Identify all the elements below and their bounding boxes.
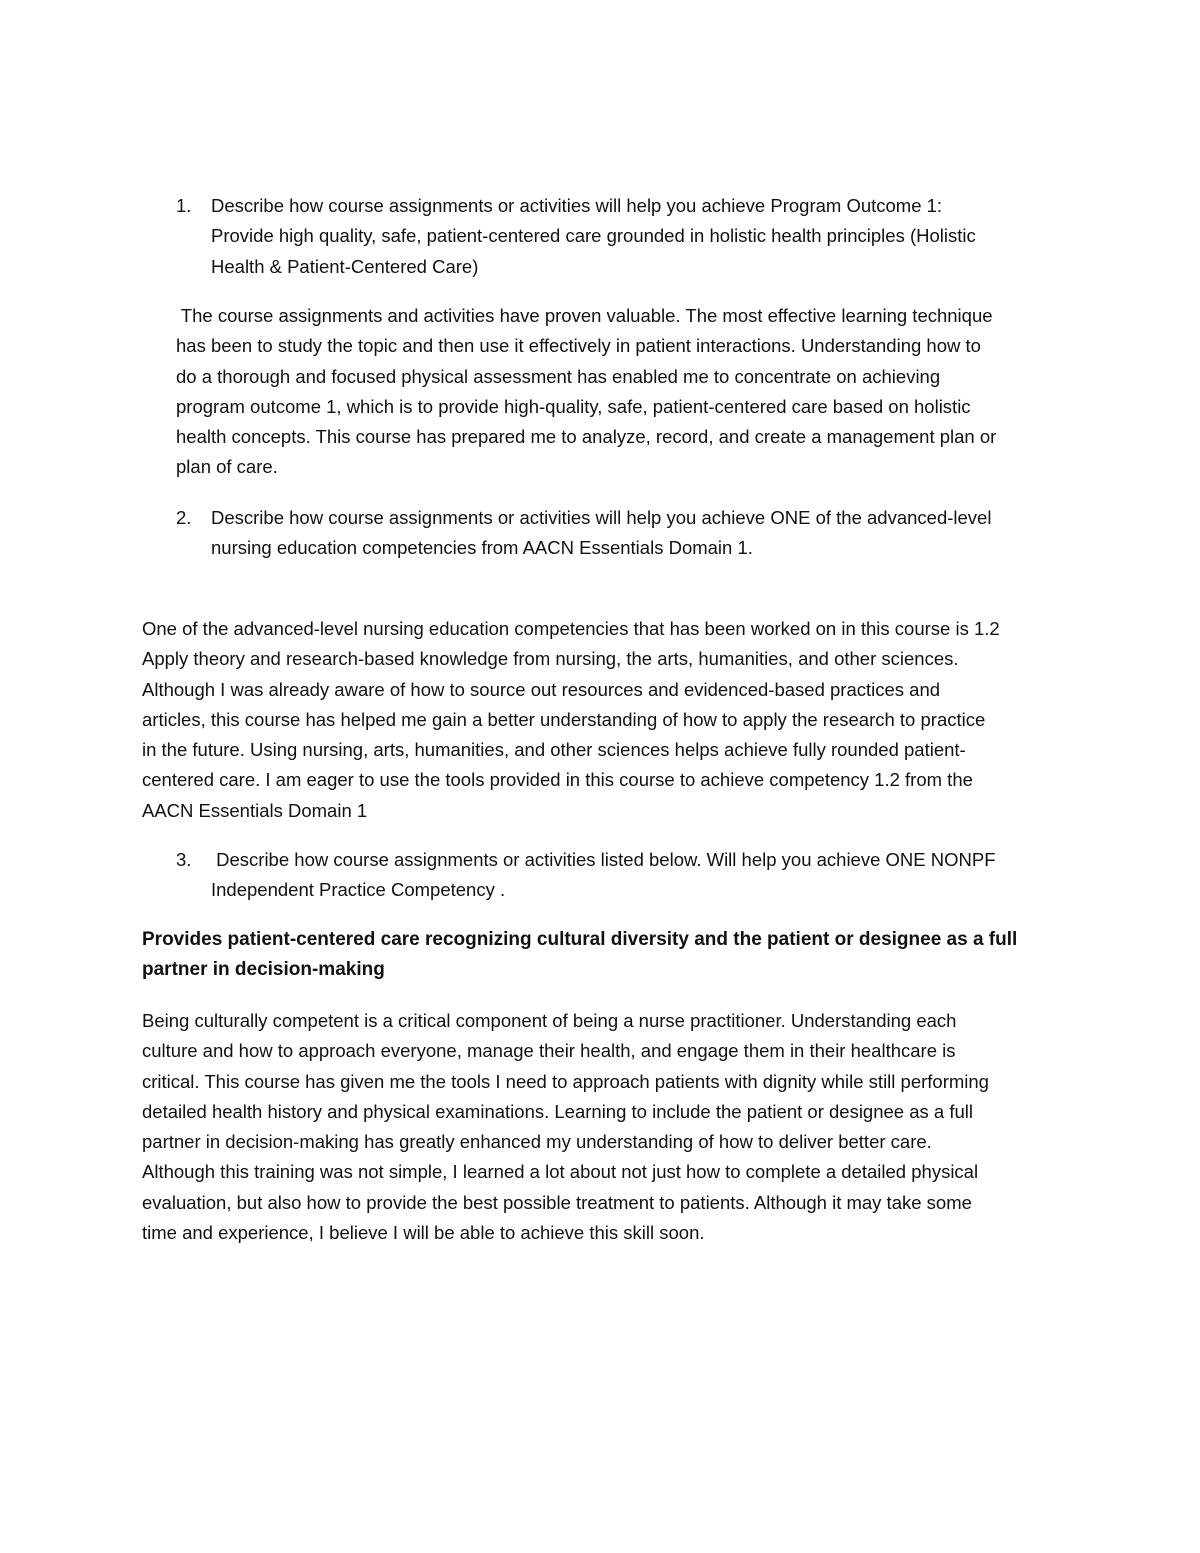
heading-line: partner in decision-making bbox=[142, 959, 385, 981]
text-line: Describe how course assignments or activities listed below. Will help you achieve ONE NONPF bbox=[211, 849, 996, 870]
text-line: time and experience, I believe I will be able to achieve this skill soon. bbox=[142, 1222, 705, 1244]
text-line: partner in decision-making has greatly enhanced my understanding of how to deliver better care. bbox=[142, 1131, 932, 1153]
section-heading bbox=[142, 925, 1062, 986]
text-line: evaluation, but also how to provide the best possible treatment to patients. Although it may take some bbox=[142, 1191, 972, 1213]
text-line: The course assignments and activities have proven valuable. The most effective learning technique bbox=[176, 305, 993, 326]
heading-line: Provides patient-centered care recognizing cultural diversity and the patient or designee as a full bbox=[142, 929, 1018, 950]
text-line: centered care. I am eager to use the tools provided in this course to achieve competency 1.2 from the bbox=[142, 769, 973, 791]
text-line: has been to study the topic and then use it effectively in patient interactions. Understanding how to bbox=[176, 335, 981, 357]
text-line: Describe how course assignments or activities will help you achieve ONE of the advanced-level bbox=[211, 507, 992, 528]
list-item-text bbox=[211, 503, 1061, 564]
text-line: Describe how course assignments or activities will help you achieve Program Outcome 1: bbox=[211, 195, 943, 216]
list-number: 3. bbox=[176, 849, 192, 870]
text-line: culture and how to approach everyone, manage their health, and engage them in their healthcare is bbox=[142, 1040, 956, 1062]
text-line: plan of care. bbox=[176, 456, 278, 478]
text-line: Independent Practice Competency . bbox=[211, 879, 506, 901]
list-number: 1. bbox=[176, 195, 192, 216]
text-line: nursing education competencies from AACN Essentials Domain 1. bbox=[211, 537, 753, 559]
text-line: in the future. Using nursing, arts, humanities, and other sciences helps achieve fully rounded patient- bbox=[142, 739, 966, 761]
paragraph-3 bbox=[142, 1006, 1072, 1248]
paragraph-2 bbox=[142, 614, 1072, 826]
text-line: Health & Patient-Centered Care) bbox=[211, 255, 479, 277]
list-item-text bbox=[211, 845, 1061, 906]
text-line: program outcome 1, which is to provide high-quality, safe, patient-centered care based on holistic bbox=[176, 395, 971, 417]
list-number: 2. bbox=[176, 507, 192, 528]
text-line: do a thorough and focused physical assessment has enabled me to concentrate on achieving bbox=[176, 365, 941, 387]
text-line: Provide high quality, safe, patient-centered care grounded in holistic health principles (Holistic bbox=[211, 225, 976, 247]
text-line: detailed health history and physical examinations. Learning to include the patient or designee as a full bbox=[142, 1100, 973, 1122]
text-line: AACN Essentials Domain 1 bbox=[142, 799, 368, 821]
paragraph-1 bbox=[176, 301, 1076, 483]
text-line: health concepts. This course has prepared me to analyze, record, and create a management plan or bbox=[176, 426, 997, 448]
text-line: critical. This course has given me the tools I need to approach patients with dignity while still performing bbox=[142, 1070, 989, 1092]
text-line: articles, this course has helped me gain a better understanding of how to apply the research to practice bbox=[142, 708, 986, 730]
text-line: Although this training was not simple, I learned a lot about not just how to complete a detailed physical bbox=[142, 1161, 979, 1183]
text-line: Being culturally competent is a critical component of being a nurse practitioner. Understanding each bbox=[142, 1010, 957, 1031]
text-line: Apply theory and research-based knowledge from nursing, the arts, humanities, and other sciences. bbox=[142, 648, 959, 670]
list-item-text bbox=[211, 191, 1061, 282]
text-line: One of the advanced-level nursing education competencies that has been worked on in this course is 1.2 bbox=[142, 618, 1000, 639]
text-line: Although I was already aware of how to source out resources and evidenced-based practices and bbox=[142, 678, 941, 700]
